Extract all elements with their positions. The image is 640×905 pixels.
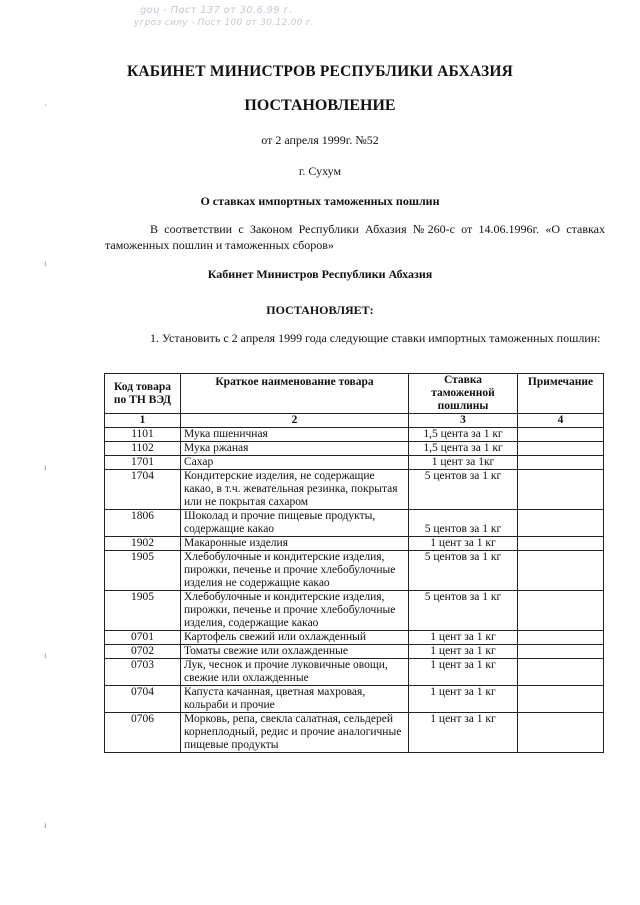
goods-note <box>518 551 604 591</box>
goods-note <box>518 470 604 510</box>
city: г. Сухум <box>298 164 342 178</box>
column-number: 3 <box>409 414 518 428</box>
handwritten-note-line-2: угроз силу - Пост 100 от 30.12.00 г. <box>134 18 315 28</box>
duty-rate: 5 центов за 1 кг <box>409 591 518 631</box>
table-row <box>105 686 604 713</box>
goods-name: Шоколад и прочие пищевые продукты, содержащие какао <box>181 510 409 537</box>
table-row <box>105 442 604 456</box>
goods-note <box>518 631 604 645</box>
goods-code: 0704 <box>105 686 181 713</box>
goods-name: Лук, чеснок и прочие луковичные овощи, свежие или охлажденные <box>181 659 409 686</box>
goods-code: 0703 <box>105 659 181 686</box>
goods-name: Сахар <box>181 456 409 470</box>
margin-mark: ı <box>44 258 47 268</box>
goods-name: Мука ржаная <box>181 442 409 456</box>
organization-title: КАБИНЕТ МИНИСТРОВ РЕСПУБЛИКИ АБХАЗИЯ <box>126 63 514 80</box>
goods-note <box>518 659 604 686</box>
margin-mark: ı <box>44 462 47 472</box>
goods-code: 1704 <box>105 470 181 510</box>
goods-note <box>518 456 604 470</box>
duty-rate: 1 цент за 1кг <box>409 456 518 470</box>
goods-name: Капуста качанная, цветная махровая, кольраби и прочие <box>181 686 409 713</box>
goods-note <box>518 591 604 631</box>
header-note: Примечание <box>518 374 604 414</box>
margin-mark: · <box>44 100 47 110</box>
column-number: 2 <box>181 414 409 428</box>
column-number-row <box>105 414 604 428</box>
table-row <box>105 645 604 659</box>
goods-code: 1102 <box>105 442 181 456</box>
duty-rate: 5 центов за 1 кг <box>409 470 518 510</box>
goods-code: 1806 <box>105 510 181 537</box>
goods-code: 1902 <box>105 537 181 551</box>
goods-note <box>518 428 604 442</box>
column-number: 4 <box>518 414 604 428</box>
duty-rate: 1,5 цента за 1 кг <box>409 442 518 456</box>
goods-name: Хлебобулочные и кондитерские изделия, пирожки, печенье и прочие хлебобулочные изделия, содержащие какао <box>181 591 409 631</box>
table-row <box>105 713 604 753</box>
goods-note <box>518 713 604 753</box>
margin-mark: ı <box>44 820 47 830</box>
goods-code: 0706 <box>105 713 181 753</box>
header-code: Код товара по ТН ВЭД <box>105 374 181 414</box>
table-row <box>105 551 604 591</box>
duty-rate: 5 центов за 1 кг <box>409 551 518 591</box>
goods-note <box>518 510 604 537</box>
duty-rate: 1 цент за 1 кг <box>409 645 518 659</box>
column-number: 1 <box>105 414 181 428</box>
decree-heading: ПОСТАНОВЛЯЕТ: <box>266 303 374 317</box>
table-row <box>105 659 604 686</box>
goods-note <box>518 686 604 713</box>
duty-rate: 1 цент за 1 кг <box>409 713 518 753</box>
header-rate: Ставка таможенной пошлины <box>409 374 518 414</box>
goods-code: 0702 <box>105 645 181 659</box>
table-row <box>105 456 604 470</box>
document-type: ПОСТАНОВЛЕНИЕ <box>244 97 396 114</box>
table-row <box>105 631 604 645</box>
goods-name: Макаронные изделия <box>181 537 409 551</box>
date-number: от 2 апреля 1999г. №52 <box>261 133 379 147</box>
goods-note <box>518 645 604 659</box>
duty-rate: 1 цент за 1 кг <box>409 537 518 551</box>
goods-name: Морковь, репа, свекла салатная, сельдерей корнеплодный, редис и прочие аналогичные пищевые продукты <box>181 713 409 753</box>
goods-name: Мука пшеничная <box>181 428 409 442</box>
table-row <box>105 470 604 510</box>
cabinet-heading: Кабинет Министров Республики Абхазия <box>207 267 433 281</box>
clause-1: 1. Установить с 2 апреля 1999 года следующие ставки импортных таможенных пошлин: <box>150 331 601 345</box>
table-header-row <box>105 374 604 414</box>
duty-rate: 5 центов за 1 кг <box>409 510 518 537</box>
preamble: В соответствии с Законом Республики Абхазия №260-с от 14.06.1996г. «О ставках таможенных пошлин и таможенных сборов» <box>105 222 605 252</box>
handwritten-note <box>134 4 315 30</box>
goods-note <box>518 442 604 456</box>
goods-code: 1701 <box>105 456 181 470</box>
goods-name: Кондитерские изделия, не содержащие какао, в т.ч. жевательная резинка, покрытая или не покрытая сахаром <box>181 470 409 510</box>
table-row <box>105 537 604 551</box>
goods-name: Томаты свежие или охлажденные <box>181 645 409 659</box>
handwritten-note-line-1: gou - Пост 137 от 30.6.99 г. <box>140 5 293 16</box>
duty-rate: 1 цент за 1 кг <box>409 686 518 713</box>
goods-note <box>518 537 604 551</box>
duty-rate: 1 цент за 1 кг <box>409 659 518 686</box>
goods-code: 0701 <box>105 631 181 645</box>
margin-mark: ı <box>44 650 47 660</box>
document-subject: О ставках импортных таможенных пошлин <box>200 194 440 208</box>
goods-code: 1101 <box>105 428 181 442</box>
table-row <box>105 428 604 442</box>
duty-rate: 1 цент за 1 кг <box>409 631 518 645</box>
duty-rate: 1,5 цента за 1 кг <box>409 428 518 442</box>
tariff-table <box>104 373 604 753</box>
goods-name: Хлебобулочные и кондитерские изделия, пирожки, печенье и прочие хлебобулочные изделия не содержащие какао <box>181 551 409 591</box>
table-row <box>105 510 604 537</box>
goods-code: 1905 <box>105 551 181 591</box>
goods-code: 1905 <box>105 591 181 631</box>
goods-name: Картофель свежий или охлажденный <box>181 631 409 645</box>
header-name: Краткое наименование товара <box>181 374 409 414</box>
table-row <box>105 591 604 631</box>
